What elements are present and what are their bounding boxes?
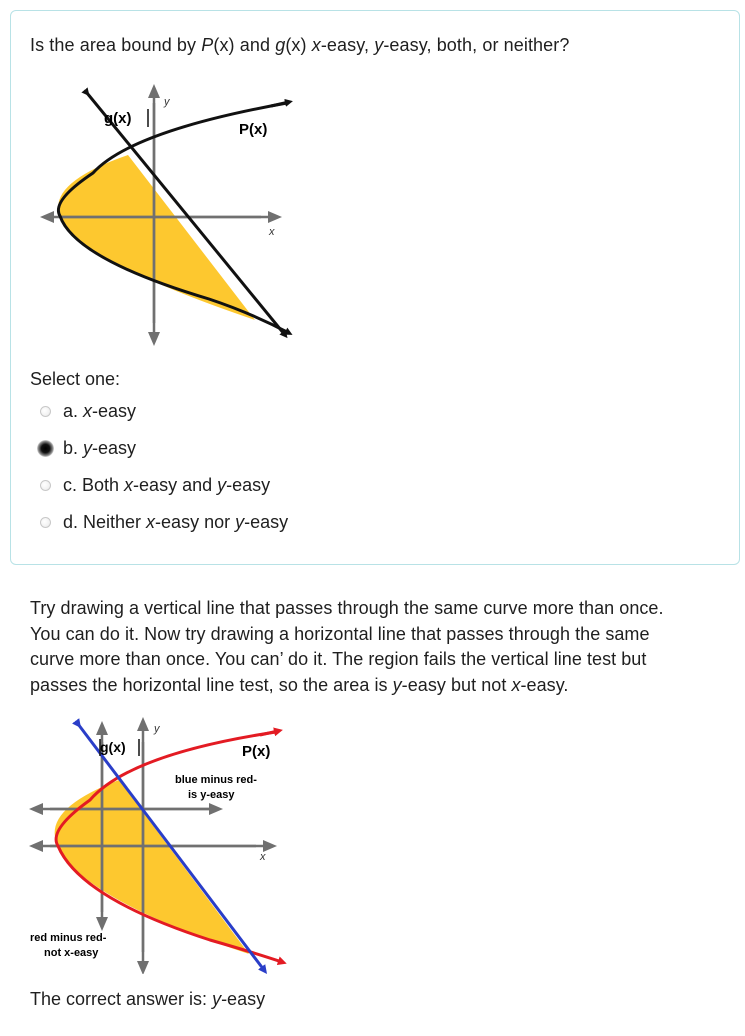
option-d-radio[interactable]	[40, 517, 51, 528]
red-note-line-2: not x-easy	[44, 947, 99, 959]
option-b[interactable]	[37, 435, 136, 461]
explanation-line-2: You can do it. Now try drawing a horizontal line that passes through the same	[30, 623, 650, 644]
g-label: g(x)	[100, 739, 126, 755]
select-one-label: Select one:	[30, 369, 121, 389]
question-card	[10, 10, 740, 565]
p-curve-red-start-arrow	[260, 731, 278, 735]
y-axis-label: y	[164, 96, 170, 108]
option-a-label: a. x-easy	[63, 400, 137, 421]
option-b-label: b. y-easy	[63, 437, 137, 458]
option-a[interactable]	[37, 398, 136, 424]
x-axis-label: x	[260, 851, 266, 863]
region-graph-2	[20, 712, 300, 974]
blue-note-line-1: blue minus red-	[175, 774, 257, 786]
region-graph-1	[31, 83, 301, 353]
explanation	[30, 596, 730, 698]
option-d-label: d. Neither x-easy nor y-easy	[63, 511, 289, 532]
option-c-radio[interactable]	[40, 480, 51, 491]
option-c[interactable]	[37, 472, 270, 498]
explanation-line-4: passes the horizontal line test, so the area is y-easy but not x-easy.	[30, 674, 569, 695]
option-c-label: c. Both x-easy and y-easy	[63, 474, 271, 495]
red-note-line-1: red minus red-	[30, 932, 107, 944]
question-text: Is the area bound by P(x) and g(x) x-easy, y-easy, both, or neither?	[30, 35, 570, 55]
explanation-line-3: curve more than once. You can’ do it. The region fails the vertical line test but	[30, 649, 647, 669]
option-d[interactable]	[37, 509, 288, 535]
p-curve-start-arrow	[271, 102, 289, 106]
correct-answer: The correct answer is: y-easy	[30, 989, 266, 1009]
x-axis-label: x	[269, 226, 275, 238]
g-label: g(x)	[104, 110, 132, 127]
blue-note-line-2: is y-easy	[188, 789, 235, 801]
explanation-line-1: Try drawing a vertical line that passes through the same curve more than once.	[30, 598, 664, 618]
p-label: P(x)	[242, 743, 271, 760]
option-b-radio-selected[interactable]	[37, 440, 54, 457]
y-axis-label: y	[154, 723, 160, 735]
option-a-radio[interactable]	[40, 406, 51, 417]
p-label: P(x)	[239, 121, 268, 138]
